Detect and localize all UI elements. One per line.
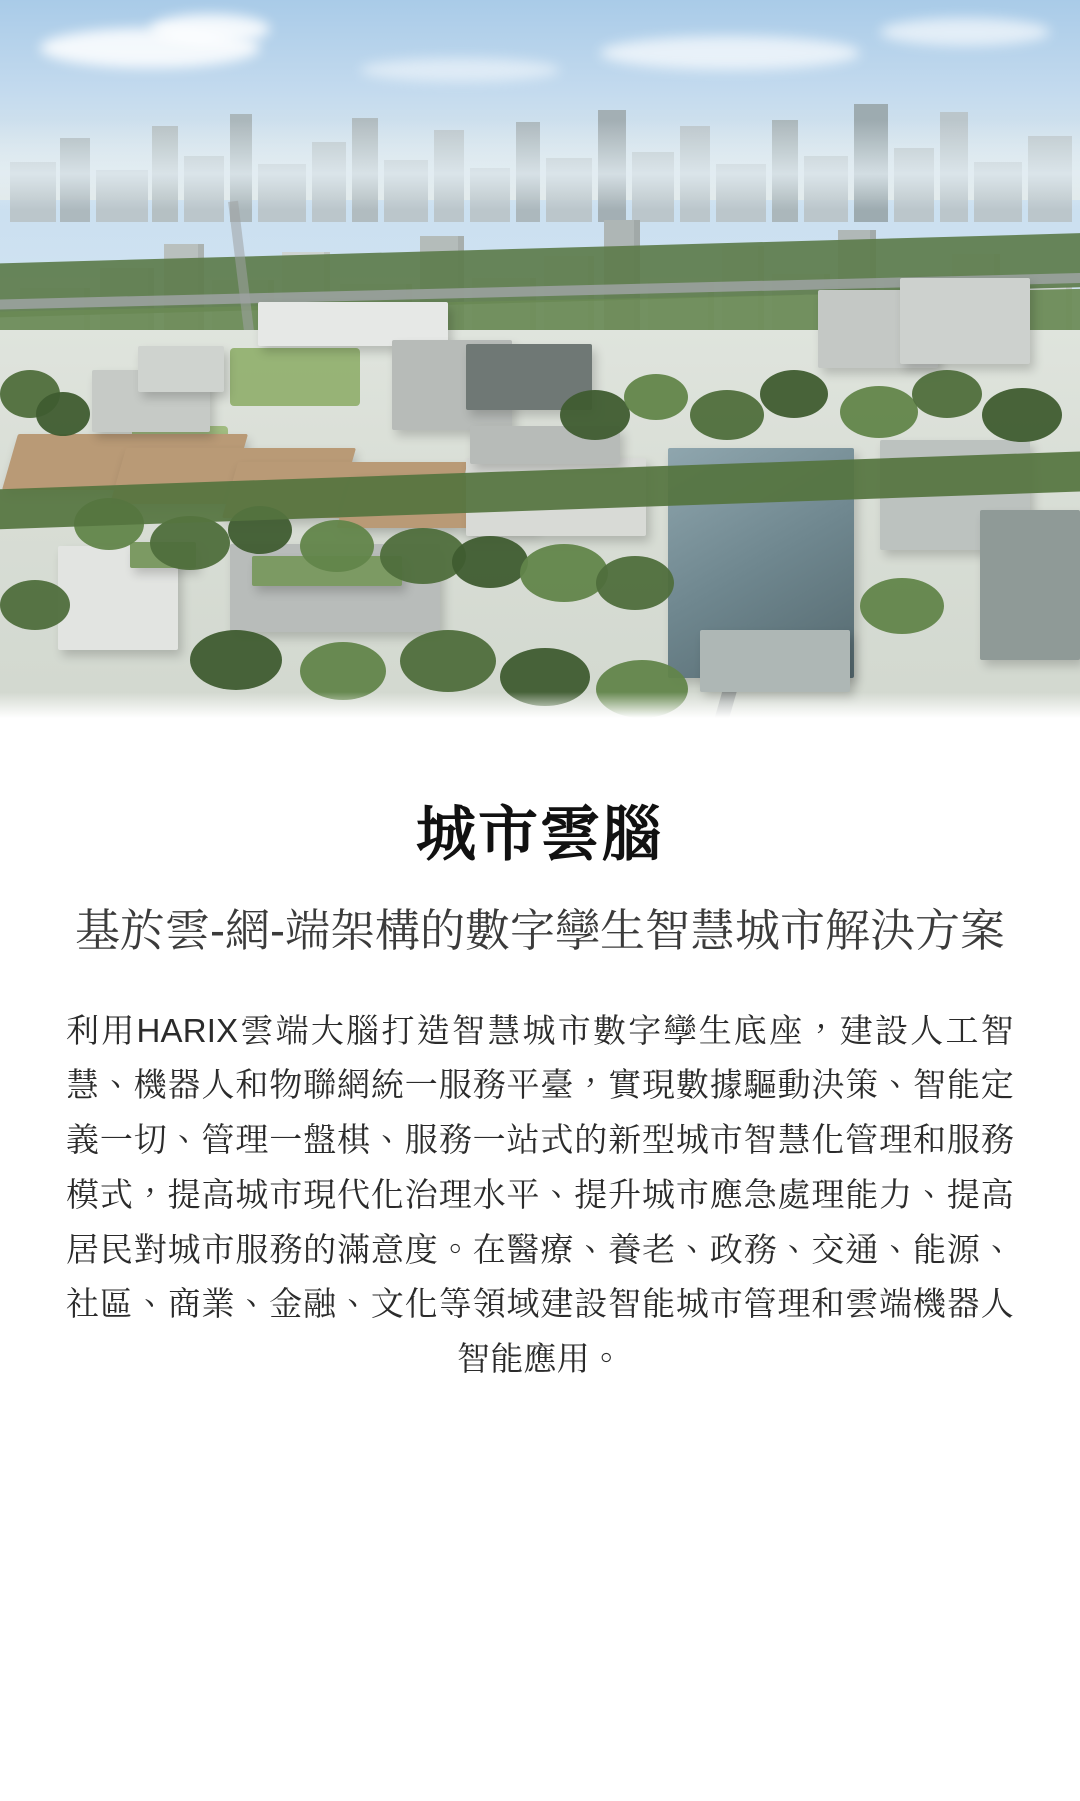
tree (912, 370, 982, 418)
office-building (980, 510, 1080, 660)
tree (150, 516, 230, 570)
article-content (0, 718, 1080, 1387)
tree (860, 578, 944, 634)
tree (560, 390, 630, 440)
open-field (230, 348, 360, 406)
cloud-icon (600, 36, 860, 70)
office-building (138, 346, 224, 392)
tree (596, 556, 674, 610)
tree (690, 390, 764, 440)
tree (400, 630, 496, 692)
tree (190, 630, 282, 690)
tower-podium (700, 630, 850, 692)
page-title: 城市雲腦 (416, 801, 664, 868)
article-body: 利用HARIX雲端大腦打造智慧城市數字孿生底座，建設人工智慧、機器人和物聯網統一服務平臺，實現數據驅動決策、智能定義一切、管理一盤棋、服務一站式的新型城市智慧化管理和服務模式，提高城市現代化治理水平、提升城市應急處理能力、提高居民對城市服務的滿意度。在醫療、養老、政務、交通、能源、社區、商業、金融、文化等領域建設智能城市管理和雲端機器人智能應用。 (66, 1011, 1014, 1378)
office-building (900, 278, 1030, 364)
cloud-icon (360, 58, 560, 82)
tree (760, 370, 828, 418)
foreground-district (0, 330, 1080, 718)
tree (0, 580, 70, 630)
page-subtitle: 基於雲-網-端架構的數字孿生智慧城市解決方案 (75, 904, 1005, 956)
tree (36, 392, 90, 436)
tree (520, 544, 608, 602)
tree (452, 536, 528, 588)
tree (840, 386, 918, 438)
cloud-icon (150, 14, 270, 44)
hero-image (0, 0, 1080, 718)
tree (982, 388, 1062, 442)
tree (300, 520, 374, 572)
cloud-icon (880, 18, 1050, 46)
tree (624, 374, 688, 420)
hero-bottom-fade (0, 692, 1080, 718)
